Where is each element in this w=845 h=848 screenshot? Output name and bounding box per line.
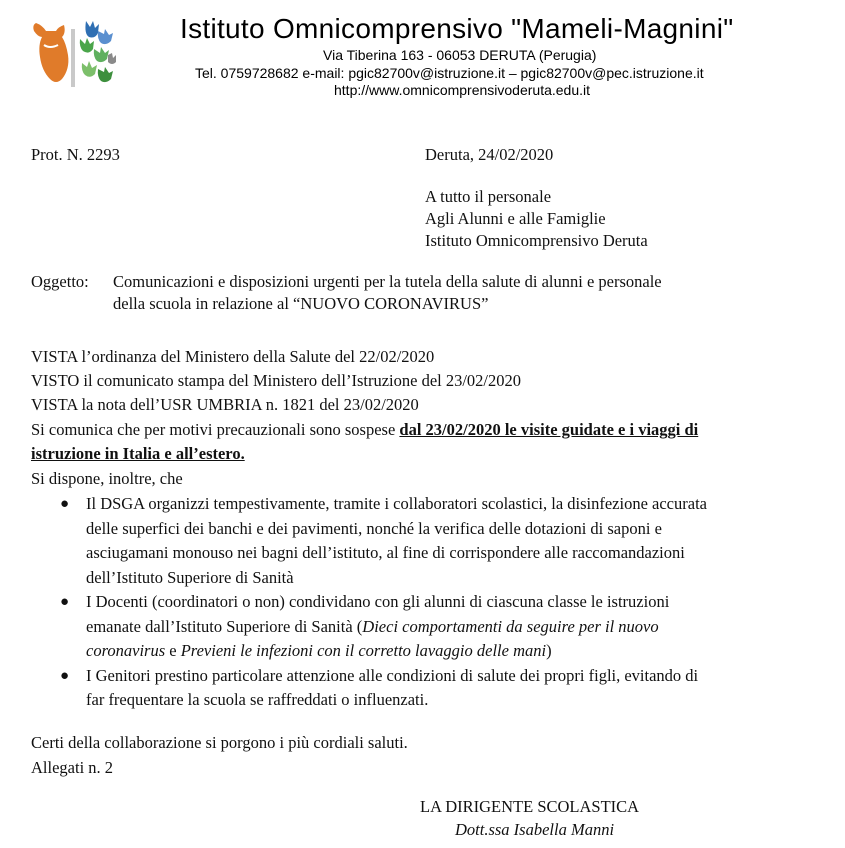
bullet-icon: ● (60, 496, 70, 512)
subject-line-1: Comunicazioni e disposizioni urgenti per la tutela della salute di alunni e personale (113, 272, 662, 291)
list-item-line (86, 639, 806, 664)
italic-title: coronavirus (86, 641, 166, 660)
amphora-icon (33, 23, 68, 82)
recipient-line: A tutto il personale (425, 187, 552, 206)
subject-label: Oggetto: (31, 272, 89, 291)
school-contacts: Tel. 0759728682 e-mail: pgic82700v@istruzione.it – pgic82700v@pec.istruzione.it (195, 65, 704, 81)
list-item (60, 492, 806, 590)
provisions-list (60, 492, 806, 713)
school-name: Istituto Omnicomprensivo "Mameli-Magnini" (180, 13, 734, 44)
communication-highlight-2: istruzione in Italia e all’estero. (31, 444, 245, 463)
bullet-icon: ● (60, 667, 70, 684)
list-item-line: I Genitori prestino particolare attenzione alle condizioni di salute dei propri figli, evitando di (86, 665, 699, 685)
consideration-line: VISTA l’ordinanza del Ministero della Salute del 22/02/2020 (31, 347, 435, 366)
text-span: e (165, 641, 181, 660)
communication-highlight-1: dal 23/02/2020 le visite guidate e i viaggi di (399, 420, 699, 439)
recipients (425, 185, 648, 253)
bullet-icon: ● (60, 594, 70, 610)
school-address: Via Tiberina 163 - 06053 DERUTA (Perugia) (323, 47, 597, 63)
school-website[interactable]: http://www.omnicomprensivoderuta.edu.it (334, 82, 591, 98)
consideration-line: VISTA la nota dell’USR UMBRIA n. 1821 del 23/02/2020 (31, 395, 419, 414)
italic-title: Previeni le infezioni con il corretto lavaggio delle mani (180, 641, 547, 660)
list-item-line: asciugamani monouso nei bagni dell’istituto, al fine di corrispondere alle raccomandazioni (86, 543, 685, 562)
consideration-line: VISTO il comunicato stampa del Ministero dell’Istruzione del 23/02/2020 (31, 371, 522, 390)
list-item-line: I Docenti (coordinatori o non) condividano con gli alunni di ciascuna classe le istruzioni (86, 592, 670, 611)
closing-line: Certi della collaborazione si porgono i più cordiali saluti. (31, 733, 408, 752)
list-item (60, 590, 806, 664)
list-item (60, 664, 806, 713)
recipient-line: Agli Alunni e alle Famiglie (425, 209, 606, 228)
recipient-line: Istituto Omnicomprensivo Deruta (425, 231, 648, 250)
communication-line-1 (31, 418, 698, 442)
protocol-number: Prot. N. 2293 (31, 145, 120, 164)
text-span: ) (546, 641, 552, 660)
place-date: Deruta, 24/02/2020 (425, 145, 554, 164)
subject-line-2: della scuola in relazione al “NUOVO CORONAVIRUS” (113, 294, 489, 313)
list-item-line: Il DSGA organizzi tempestivamente, tramite i collaboratori scolastici, la disinfezione accurata (86, 494, 707, 513)
signature-name: Dott.ssa Isabella Manni (455, 820, 615, 839)
school-logo (28, 15, 120, 95)
hands-icon (80, 21, 116, 82)
list-item-line: far frequentare la scuola se raffreddati o influenzati. (86, 690, 429, 709)
text-span: emanate dall’Istituto Superiore di Sanità ( (86, 616, 363, 636)
italic-title: Dieci comportamenti da seguire per il nuovo (362, 616, 659, 636)
dispone-line: Si dispone, inoltre, che (31, 469, 183, 488)
attachments-line: Allegati n. 2 (31, 758, 114, 777)
list-item-line (86, 615, 806, 640)
list-item-line: dell’Istituto Superiore di Sanità (86, 567, 294, 587)
list-item-line: delle superfici dei banchi e dei pavimenti, nonché la verifica delle dotazioni di saponi e (86, 518, 662, 538)
signature-title: LA DIRIGENTE SCOLASTICA (420, 797, 640, 816)
communication-intro: Si comunica che per motivi precauzionali sono sospese (31, 420, 400, 439)
